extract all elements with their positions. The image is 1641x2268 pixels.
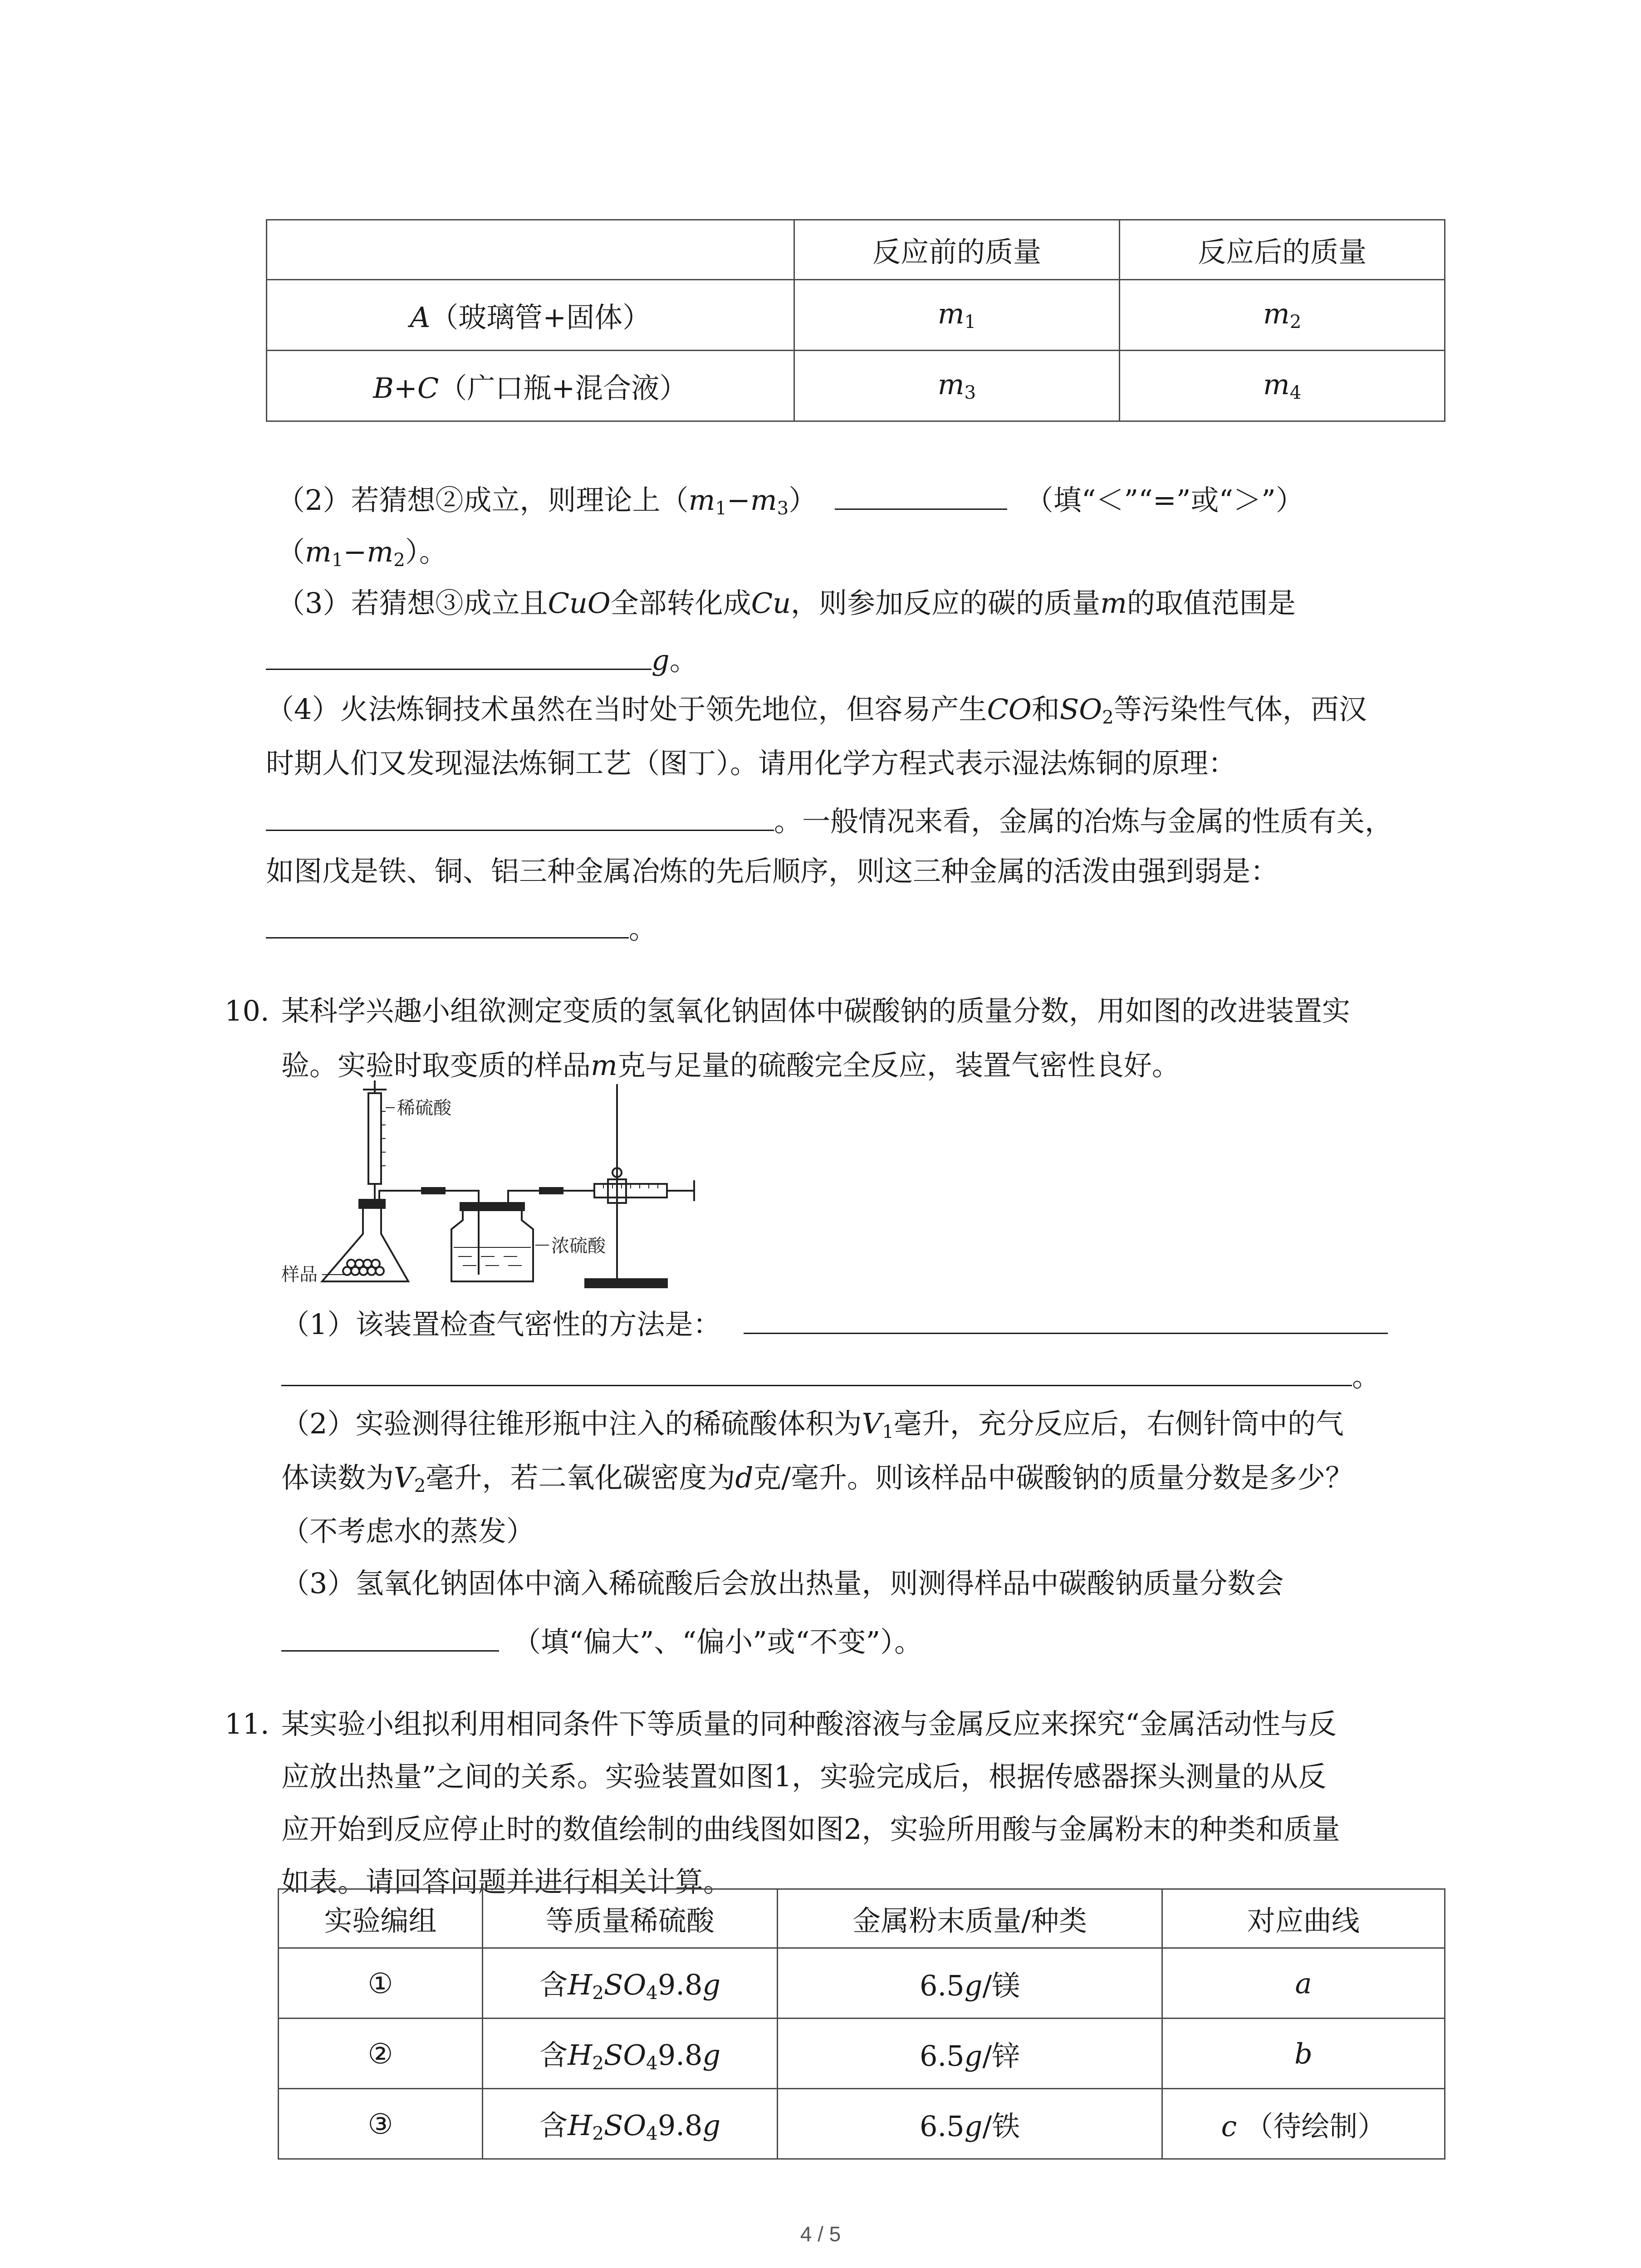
sample-beads: [343, 1260, 384, 1275]
q10-stem-line2: 验。实验时取变质的样品m克与足量的硫酸完全反应，装置气密性良好。: [281, 1049, 1180, 1082]
table-cell: a: [1162, 1948, 1445, 2019]
table-header-cell: [267, 220, 794, 280]
table-cell: b: [1162, 2019, 1445, 2089]
question-number: 10.: [225, 994, 269, 1027]
table-cell: 含$H_2SO_49.8g$: [482, 2019, 777, 2089]
q9-part2-line2: $(m_1-m_2)$。: [277, 535, 447, 571]
q10-part2-line1: （2）实验测得往锥形瓶中注入的稀硫酸体积为$V_1$毫升，充分反应后，右侧针筒中的气: [281, 1407, 1344, 1443]
table-cell: ②: [279, 2019, 483, 2089]
table-header-cell: 反应后的质量: [1120, 220, 1445, 280]
table-header-cell: 对应曲线: [1162, 1889, 1445, 1948]
q11-stem-line2: 应放出热量”之间的关系。实验装置如图1，实验完成后，根据传感器探头测量的从反: [281, 1760, 1327, 1793]
table-cell: A（玻璃管+固体）: [267, 280, 794, 351]
q9-part4-line1: （4）火法炼铜技术虽然在当时处于领先地位，但容易产生CO和$SO_2$等污染性气体，西汉: [266, 693, 1367, 728]
experiment-table: [278, 1888, 1445, 2160]
table-row: [279, 1948, 1445, 2019]
q9-part3-line1: （3）若猜想③成立且CuO全部转化成Cu，则参加反应的碳的质量m的取值范围是: [277, 587, 1296, 620]
table-cell: 6.5g/锌: [778, 2019, 1162, 2089]
table-cell: ①: [279, 1948, 483, 2019]
q9-part3-line2: g。: [266, 642, 698, 675]
q9-part4-line3: 。一般情况来看，金属的冶炼与金属的性质有关，: [266, 803, 1393, 836]
table-header-cell: 反应前的质量: [794, 220, 1120, 280]
table-cell: 6.5g/铁: [778, 2089, 1162, 2159]
label-conc-acid: 浓硫酸: [551, 1236, 606, 1256]
q9-part2-line1: （2）若猜想②成立，则理论上$(m_1-m_3)$ （填“＜”“=”或“＞”）: [277, 482, 1304, 518]
q10-part3-line2: （填“偏大”、“偏小”或“不变”）。: [281, 1624, 922, 1656]
answer-blank[interactable]: [266, 911, 629, 938]
label-dilute-acid: 稀硫酸: [397, 1098, 451, 1119]
table-header-cell: 等质量稀硫酸: [482, 1889, 777, 1948]
q11-stem-line1: 某实验小组拟利用相同条件下等质量的同种酸溶液与金属反应来探究“金属活动性与反: [281, 1707, 1337, 1740]
apparatus-figure: [272, 1075, 735, 1293]
answer-blank[interactable]: [266, 803, 774, 831]
answer-blank[interactable]: [744, 1306, 1388, 1334]
page-number: 4 / 5: [800, 2222, 841, 2246]
table-cell: 6.5g/镁: [778, 1948, 1162, 2019]
table-cell: $m_1$: [794, 280, 1120, 351]
q10-part2-line3: （不考虑水的蒸发）: [281, 1515, 535, 1548]
q10-part1-line2: 。: [281, 1359, 1380, 1391]
answer-blank[interactable]: [266, 642, 652, 670]
answer-blank[interactable]: [281, 1624, 499, 1652]
table-cell: c （待绘制）: [1162, 2089, 1445, 2159]
question-number: 11.: [225, 1707, 269, 1740]
answer-blank[interactable]: [835, 482, 1007, 510]
q10-stem-line1: 某科学兴趣小组欲测定变质的氢氧化钠固体中碳酸钠的质量分数，用如图的改进装置实: [281, 994, 1351, 1027]
mass-table: [266, 219, 1445, 422]
table-cell: $m_3$: [794, 351, 1120, 421]
table-cell: ③: [279, 2089, 483, 2159]
q11-stem-line4: 如表。请回答问题并进行相关计算。: [281, 1865, 732, 1898]
table-cell: 含$H_2SO_49.8g$: [482, 2089, 777, 2159]
table-row: [279, 2089, 1445, 2159]
table-header-cell: 金属粉末质量/种类: [778, 1889, 1162, 1948]
table-cell: 含$H_2SO_49.8g$: [482, 1948, 777, 2019]
q10-part2-line2: 体读数为$V_2$毫升，若二氧化碳密度为d克/毫升。则该样品中碳酸钠的质量分数是多少？: [281, 1461, 1354, 1497]
table-header-row: [279, 1889, 1445, 1948]
table-cell: $m_4$: [1120, 351, 1445, 421]
table-cell: B+C（广口瓶+混合液）: [267, 351, 794, 421]
syringe-barrel: [368, 1093, 381, 1184]
table-row: [267, 280, 1445, 351]
q10-part3-line1: （3）氢氧化钠固体中滴入稀硫酸后会放出热量，则测得样品中碳酸钠质量分数会: [281, 1567, 1284, 1600]
conical-flask: [322, 1207, 408, 1281]
label-sample: 样品: [281, 1264, 318, 1285]
q9-part4-line5: 。: [266, 911, 657, 943]
table-row: [267, 351, 1445, 421]
table-row: [279, 2019, 1445, 2089]
q9-part4-line2: 时期人们又发现湿法炼铜工艺（图丁）。请用化学方程式表示湿法炼铜的原理：: [266, 747, 1237, 780]
wash-bottle: [451, 1209, 533, 1281]
q10-part1-line1: （1）该装置检查气密性的方法是：: [281, 1306, 1388, 1339]
table-cell: $m_2$: [1120, 280, 1445, 351]
q9-part4-line4: 如图戊是铁、铜、铝三种金属冶炼的先后顺序，则这三种金属的活泼由强到弱是：: [266, 855, 1279, 888]
table-header-cell: 实验编组: [279, 1889, 483, 1948]
answer-blank[interactable]: [281, 1359, 1352, 1386]
q11-stem-line3: 应开始到反应停止时的数值绘制的曲线图如图2，实验所用酸与金属粉末的种类和质量: [281, 1813, 1340, 1846]
table-header-row: [267, 220, 1445, 280]
